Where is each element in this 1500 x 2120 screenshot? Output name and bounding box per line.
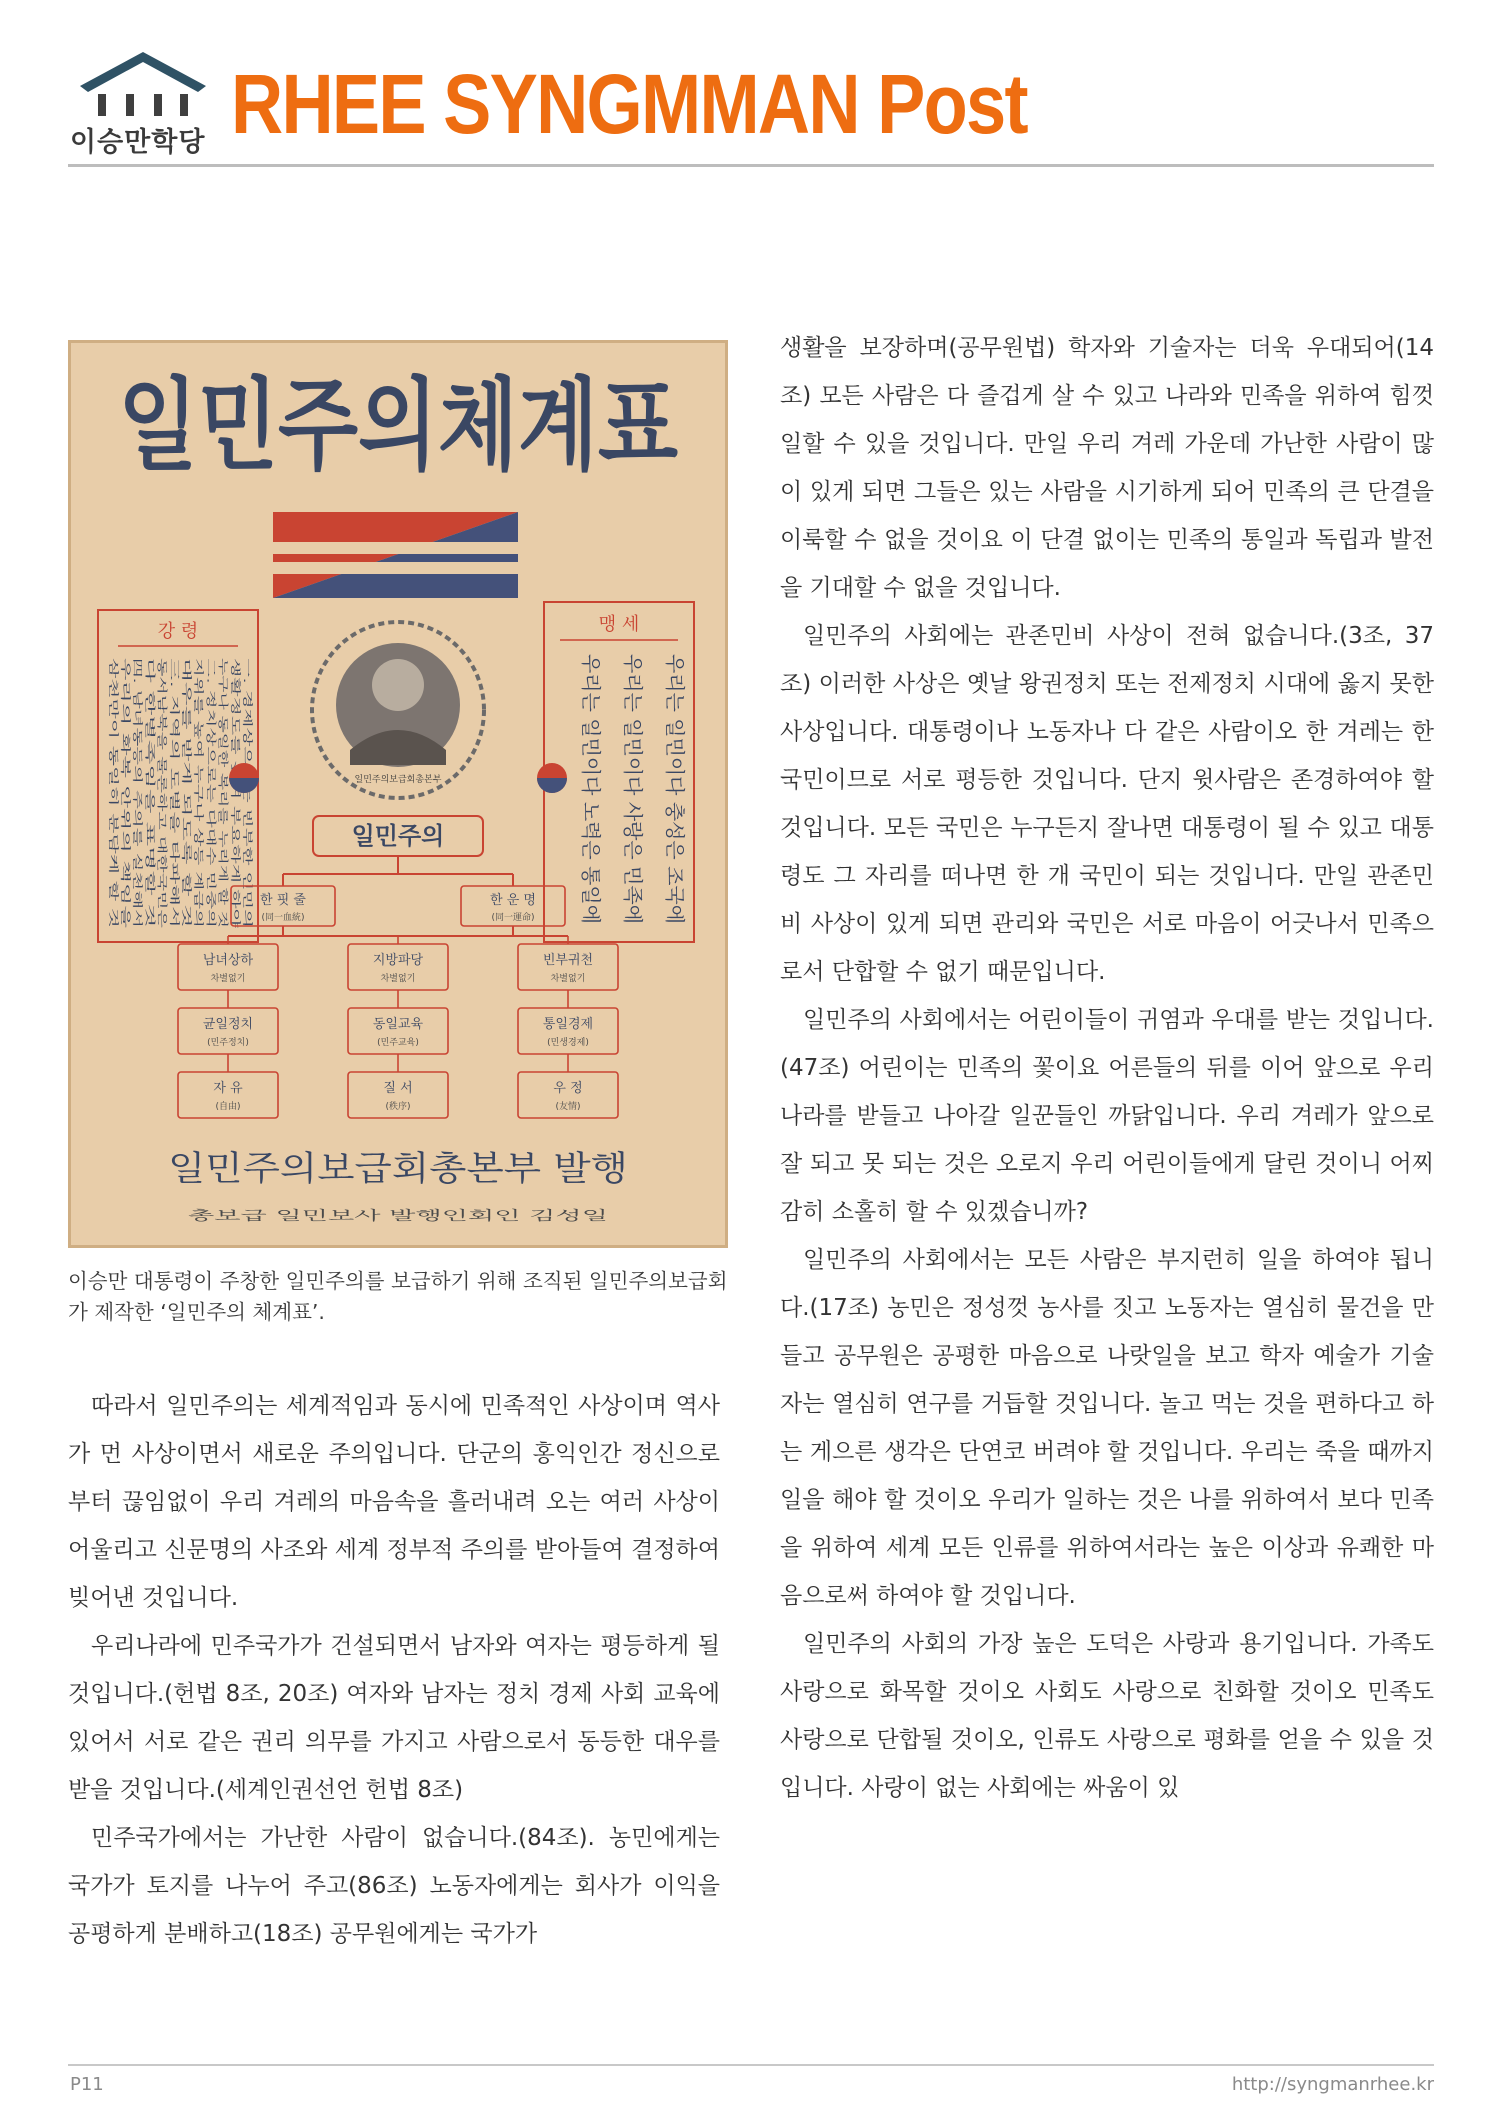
left-box-heading: 강 령 bbox=[157, 621, 199, 642]
header-divider bbox=[68, 164, 1434, 167]
paragraph: 생활을 보장하며(공무원법) 학자와 기술자는 더욱 우대되어(14조) 모든 사람은 다 즐겁게 살 수 있고 나라와 민족을 위하여 힘껏 일할 수 있을 것입니다. 만일 우리 겨레 가운데 가난한 사람이 많이 있게 되면 그들은 있는 사람을 시기하게 되어 민족의 큰 단결을 이룩할 수 없을 것이요 이 단결 없이는 민족의 통일과 독립과 발전을 기대할 수 없을 것입니다. bbox=[780, 335, 1434, 601]
flag-icon bbox=[273, 512, 518, 598]
branch-sub: (同一運命) bbox=[491, 913, 535, 923]
portrait-label: 일민주의보급회총본부 bbox=[354, 775, 442, 785]
right-box-line: 우리는 일민이다 충성은 조국에 bbox=[663, 654, 687, 925]
program-label: 통일경제 bbox=[542, 1017, 594, 1032]
outcome-label: 자 유 bbox=[213, 1081, 243, 1096]
left-box-line: 三. 지역의 도별을 타파해서 bbox=[167, 658, 179, 778]
right-box-heading: 맹 세 bbox=[598, 614, 640, 635]
outcome-label: 우 정 bbox=[553, 1081, 583, 1096]
footer-divider bbox=[68, 2064, 1434, 2066]
principle-sub: 차별없기 bbox=[210, 974, 246, 984]
outcome-sub: (自由) bbox=[215, 1102, 241, 1112]
center-label: 일민주의 bbox=[351, 822, 445, 850]
left-box-line: 동서남북을 물론하고 대한국민은 bbox=[155, 658, 167, 800]
principle-sub: 차별없기 bbox=[550, 974, 586, 984]
page-number: P11 bbox=[70, 2074, 104, 2095]
principle-label: 지방파당 bbox=[372, 953, 424, 968]
left-box-line: 二. 정치상으로는 다대수 민중의 bbox=[204, 658, 216, 797]
branch-sub: (同一血統) bbox=[261, 913, 305, 923]
principle-sub: 차별없기 bbox=[380, 974, 416, 984]
left-box-line: 지위를 높여 누구나 상등 계급의 bbox=[192, 658, 204, 797]
poster-footer-line: 총보급 일민보사 발행인회인 김성일 bbox=[188, 1209, 389, 1224]
page-header bbox=[68, 48, 1434, 166]
right-box-line: 우리는 일민이다 사랑은 민족에 bbox=[621, 654, 645, 925]
program-label: 균일정치 bbox=[202, 1017, 254, 1032]
left-box-line: 一. 경제상으로는 빈부한 인민의 bbox=[241, 658, 252, 797]
program-sub: (민주교육) bbox=[377, 1038, 419, 1048]
outcome-sub: (友情) bbox=[555, 1102, 581, 1112]
left-box-line: 다 한별족임을 표명할 것 bbox=[143, 658, 155, 765]
poster-publisher: 일민주의보급회총본부 발행 bbox=[168, 1149, 628, 1189]
paragraph: 민주국가에서는 가난한 사람이 없습니다.(84조). 농민에게는 국가가 토지를 나누어 주고(86조) 노동자에게는 회사가 이익을 공평하게 분배하고(18조) 공무원에게는 국가가 bbox=[68, 1825, 720, 1947]
paragraph: 우리나라에 민주국가가 건설되면서 남자와 여자는 평등하게 될 것입니다.(헌법 8조, 20조) 여자와 남자는 정치 경제 사회 교육에 있어서 서로 같은 권리 의무를 가지고 사람으로서 동등한 대우를 받을 것입니다.(세계인권선언 헌법 8조) bbox=[68, 1633, 720, 1803]
masthead-title: RHEE SYNGMMAN Post bbox=[231, 57, 1027, 151]
outcome-label: 질 서 bbox=[383, 1081, 413, 1096]
paragraph: 일민주의 사회에서는 모든 사람은 부지런히 일을 하여야 됩니다.(17조) 농민은 정성껏 농사를 짓고 노동자는 열심히 물건을 만들고 공무원은 공평한 마음으로 나랏일을 보고 학자 예술가 기술자는 열심히 연구를 거듭할 것입니다. 놀고 먹는 것을 편하다고 하는 게으른 생각은 단연코 버려야 할 것입니다. 우리는 죽을 때까지 일을 해야 할 것이오 우리가 일하는 것은 나를 위하여서 보다 민족을 위하여 세계 모든 인류를 위하여서라는 높은 이상과 유쾌한 마음으로써 하여야 할 것입니다. bbox=[780, 1247, 1434, 1609]
right-column bbox=[780, 324, 1434, 1812]
branch-label: 한 운 명 bbox=[490, 893, 536, 908]
logo-text: 이승만학당 bbox=[70, 127, 206, 158]
poster-title: 일민주의체계표 bbox=[118, 367, 679, 484]
left-box-line: 대우를 받게 되도록 할 것 bbox=[180, 658, 191, 768]
branch-label: 한 핏 줄 bbox=[260, 893, 306, 908]
left-box-line: 누구나 동일한 복리를 누리게 할 것 bbox=[216, 658, 228, 810]
ilminjuui-poster bbox=[68, 340, 728, 1248]
right-box-line: 우리는 일민이다 노력은 통일에 bbox=[579, 654, 603, 925]
principle-label: 남녀상하 bbox=[202, 953, 254, 968]
principle-label: 빈부귀천 bbox=[542, 953, 594, 968]
paragraph: 일민주의 사회에서는 어린이들이 귀염과 우대를 받는 것입니다.(47조) 어린이는 민족의 꽃이요 어른들의 뒤를 이어 앞으로 우리나라를 받들고 나아갈 일꾼들인 까닭입니다. 우리 겨레가 앞으로 잘 되고 못 되는 것은 오로지 우리 어린이들에게 달린 것이니 어찌 감히 소홀히 할 수 있겠습니까? bbox=[780, 1007, 1434, 1225]
left-box-line: 四. 남녀동등의 주의를 실천해서 bbox=[131, 658, 143, 797]
left-box-line: 생활정도를 높여 부요하게 하야 bbox=[228, 658, 240, 794]
program-label: 동일교육 bbox=[372, 1017, 424, 1032]
program-sub: (민주정치) bbox=[207, 1038, 249, 1048]
poster-caption: 이승만 대통령이 주창한 일민주의를 보급하기 위해 조직된 일민주의보급회가 제작한 ‘일민주의 체계표’. bbox=[68, 1269, 728, 1324]
left-box-line: 삼천만이 동일히 분담케 할 것 bbox=[106, 658, 118, 787]
paragraph: 따라서 일민주의는 세계적임과 동시에 민족적인 사상이며 역사가 먼 사상이면서 새로운 주의입니다. 단군의 홍익인간 정신으로부터 끊임없이 우리 겨레의 마음속을 흘러내려 오는 여러 사상이 어울리고 신문명의 사조와 세계 정부적 주의를 받아들여 결정하여 빚어낸 것입니다. bbox=[68, 1393, 720, 1611]
paragraph: 일민주의 사회에는 관존민비 사상이 전혀 없습니다.(3조, 37조) 이러한 사상은 옛날 왕권정치 또는 전제정치 시대에 옳지 못한 사상입니다. 대통령이나 노동자나 다 같은 사람이오 한 겨레는 한 국민이므로 서로 평등한 것입니다. 단지 윗사람은 존경하여야 할 것입니다. 모든 국민은 누구든지 잘나면 대통령이 될 수 있고 대통령도 그 자리를 떠나면 한 개 국민이 되는 것입니다. 만일 관존민비 사상이 있게 되면 관리와 국민은 서로 마음이 어긋나서 민족으로서 단합할 수 없기 때문입니다. bbox=[780, 623, 1434, 985]
paragraph: 일민주의 사회의 가장 높은 도덕은 사랑과 용기입니다. 가족도 사랑으로 화목할 것이오 사회도 사랑으로 친화할 것이오 민족도 사랑으로 단합될 것이오, 인류도 사랑으로 평화를 얻을 수 있을 것입니다. 사랑이 없는 사회에는 싸움이 있 bbox=[780, 1631, 1434, 1801]
site-url: http://syngmanrhee.kr bbox=[1231, 2074, 1434, 2095]
outcome-sub: (秩序) bbox=[385, 1102, 411, 1112]
left-box-line: 우리의 화복 안위의 책임을 bbox=[119, 658, 130, 774]
program-sub: (민생경제) bbox=[547, 1038, 589, 1048]
left-column bbox=[68, 1382, 720, 1958]
